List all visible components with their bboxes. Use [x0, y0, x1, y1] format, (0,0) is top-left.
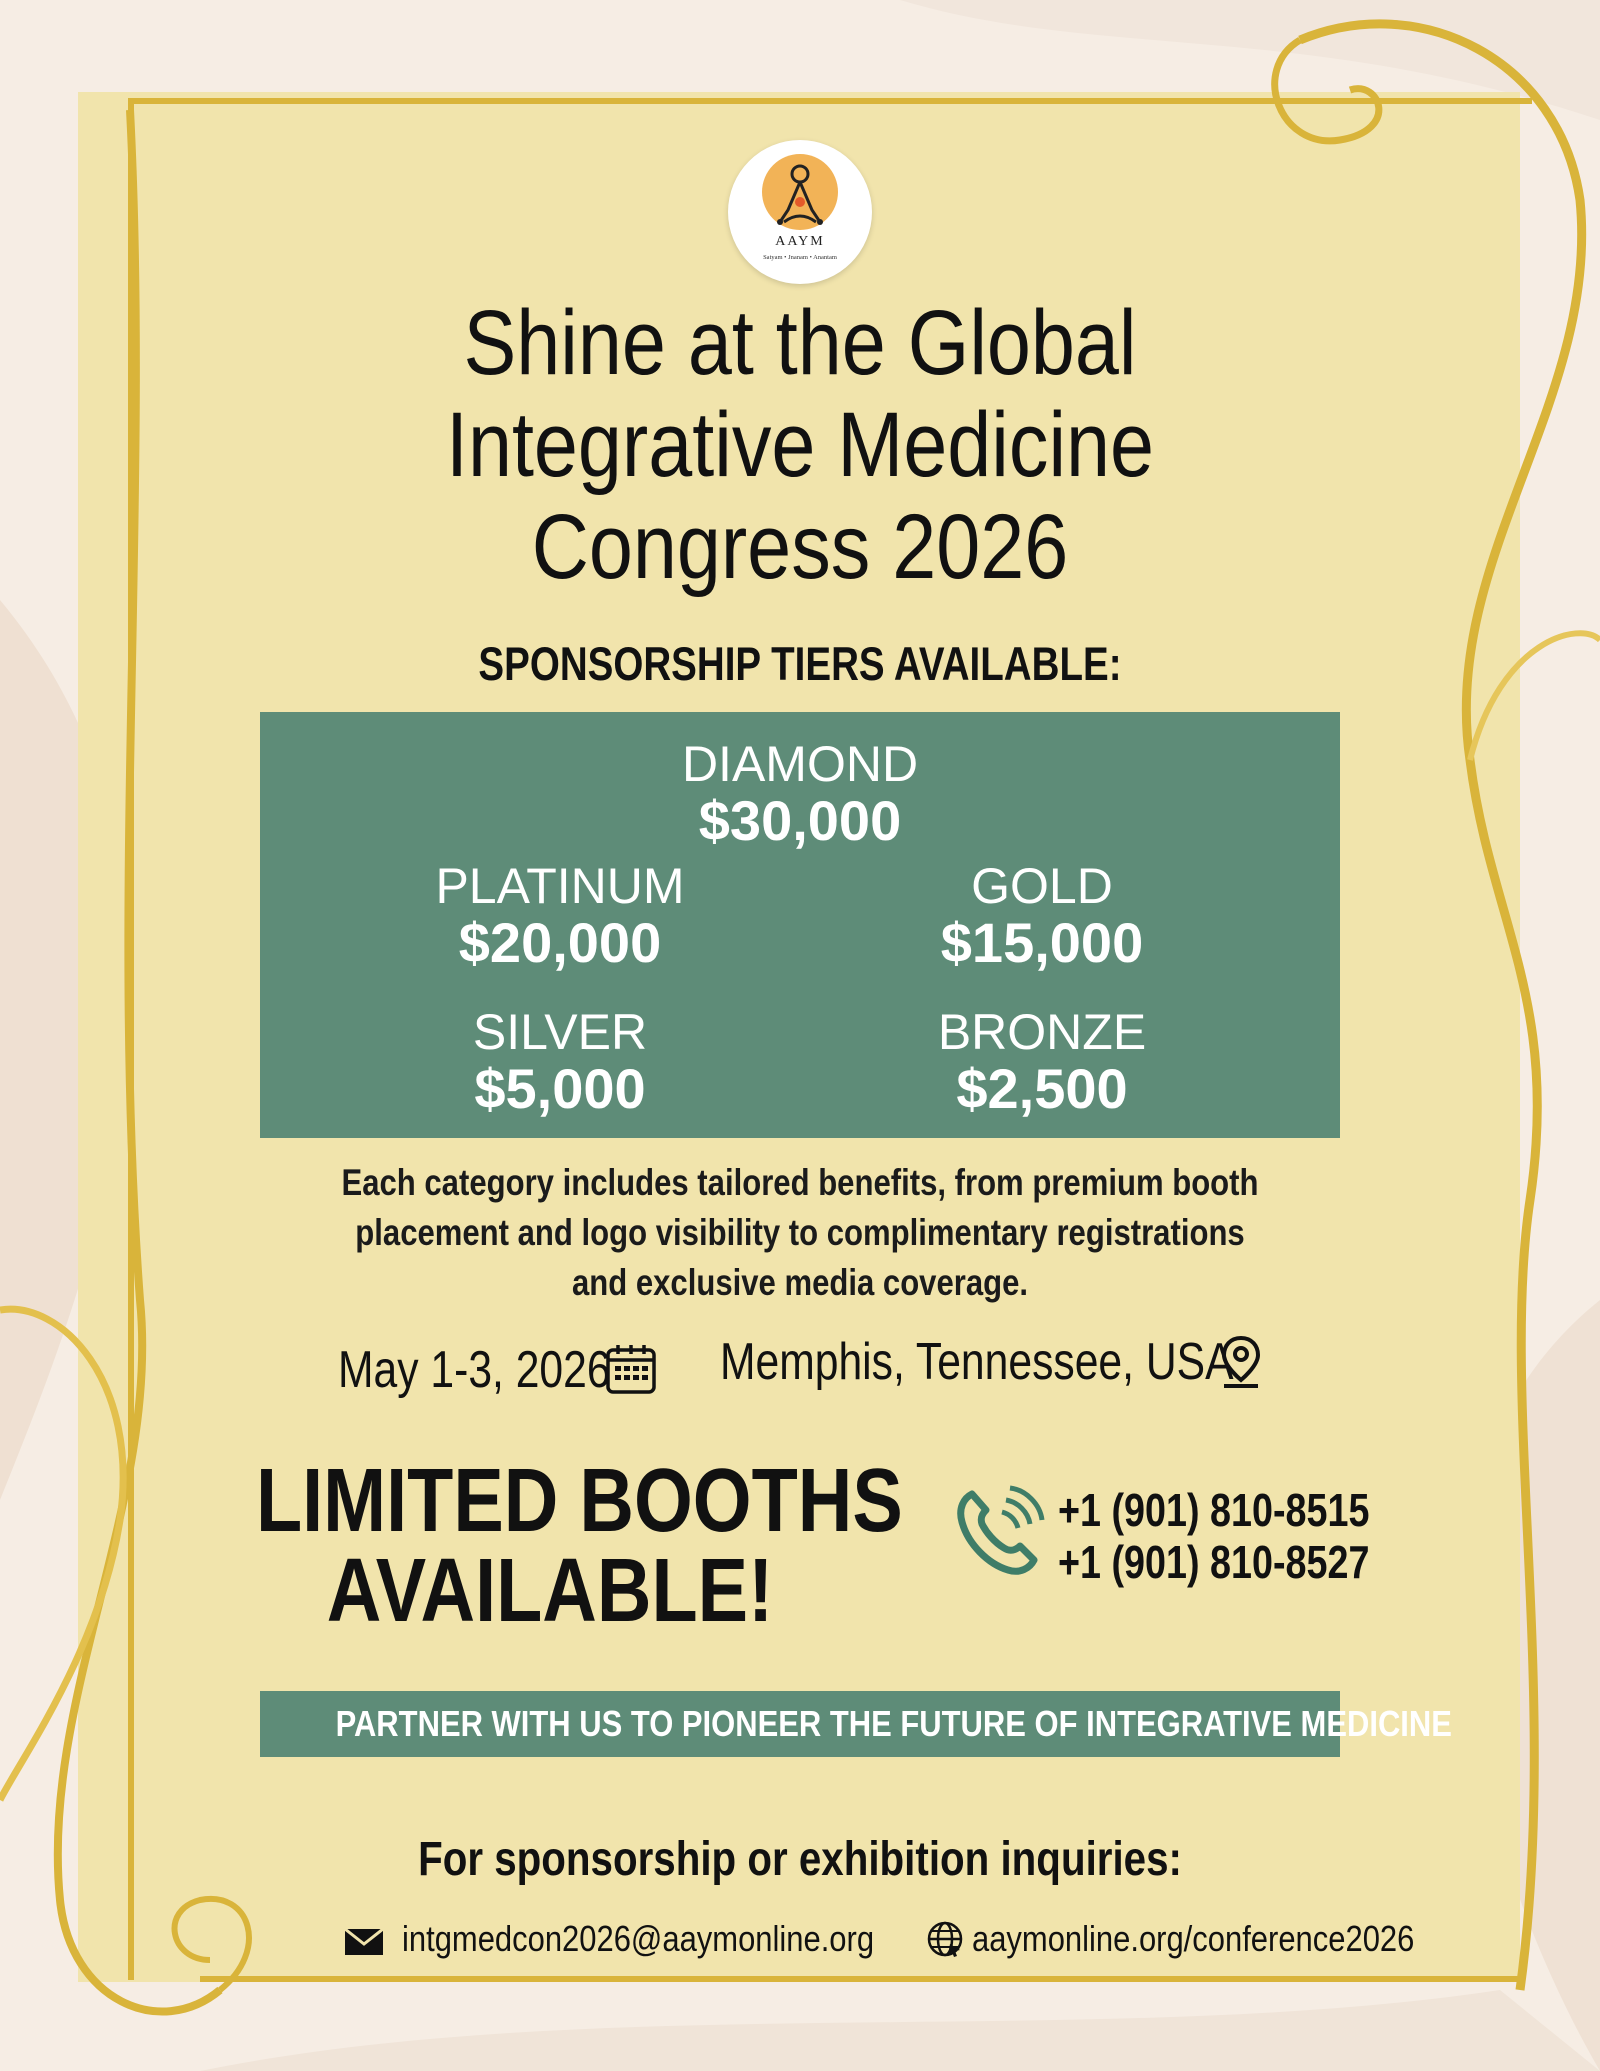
tier-price: $30,000	[698, 789, 902, 852]
phone-number[interactable]: +1 (901) 810-8527	[1058, 1536, 1370, 1588]
calendar-icon	[604, 1342, 658, 1396]
tier-name: GOLD	[971, 858, 1113, 914]
sponsorship-tiers-heading: SPONSORSHIP TIERS AVAILABLE:	[478, 637, 1122, 690]
tier-name: SILVER	[472, 1004, 648, 1060]
title-line: Integrative Medicine	[445, 394, 1155, 496]
tier-price: $5,000	[474, 1057, 646, 1120]
description-line: and exclusive media coverage.	[571, 1262, 1029, 1303]
tier-price: $20,000	[458, 911, 662, 974]
tier-name: BRONZE	[937, 1004, 1147, 1060]
meditation-figure-icon	[728, 140, 872, 284]
limited-line: LIMITED BOOTHS	[256, 1451, 903, 1551]
tier-price: $2,500	[956, 1057, 1128, 1120]
partner-banner	[260, 1691, 1452, 1757]
benefits-description	[313, 1158, 1287, 1308]
limited-booths-callout	[256, 1451, 903, 1641]
limited-line: AVAILABLE!	[326, 1541, 774, 1641]
globe-icon	[926, 1920, 964, 1958]
envelope-icon	[344, 1928, 384, 1956]
tier-diamond	[630, 736, 970, 850]
description-line: Each category includes tailored benefits, from premium booth	[341, 1162, 1259, 1203]
sponsorship-tiers-box	[260, 712, 1340, 1138]
contact-website[interactable]	[972, 1918, 1486, 1960]
phone-number[interactable]: +1 (901) 810-8515	[1058, 1484, 1370, 1536]
page-title	[284, 292, 1316, 598]
email-link[interactable]: intgmedcon2026@aaymonline.org	[402, 1918, 875, 1959]
event-date-text: May 1-3, 2026	[338, 1341, 611, 1399]
event-location-text: Memphis, Tennessee, USA	[720, 1333, 1234, 1391]
website-link[interactable]: aaymonline.org/conference2026	[972, 1918, 1415, 1959]
title-line: Congress 2026	[531, 496, 1069, 598]
tier-silver	[390, 1004, 730, 1118]
logo-wordmark: AAYM	[775, 234, 825, 249]
location-pin-icon	[1218, 1334, 1264, 1390]
contact-email[interactable]	[402, 1918, 951, 1960]
tier-bronze	[872, 1004, 1212, 1118]
description-line: placement and logo visibility to complimentary registrations	[355, 1212, 1245, 1253]
inquiry-heading: For sponsorship or exhibition inquiries:	[418, 1833, 1182, 1886]
logo-tagline: Satyam • Jnanam • Anantam	[763, 254, 837, 261]
phone-icon	[950, 1484, 1046, 1580]
gold-frame-bottom	[200, 1976, 1520, 1982]
phone-numbers	[1058, 1484, 1438, 1588]
title-line: Shine at the Global	[463, 292, 1137, 394]
tier-platinum	[390, 858, 730, 972]
aaym-logo	[728, 140, 872, 284]
tier-price: $15,000	[940, 911, 1144, 974]
tier-name: PLATINUM	[435, 858, 685, 914]
tier-name: DIAMOND	[681, 736, 919, 792]
tier-gold	[872, 858, 1212, 972]
partner-banner-text: PARTNER WITH US TO PIONEER THE FUTURE OF INTEGRATIVE MEDICINE	[335, 1703, 1452, 1744]
